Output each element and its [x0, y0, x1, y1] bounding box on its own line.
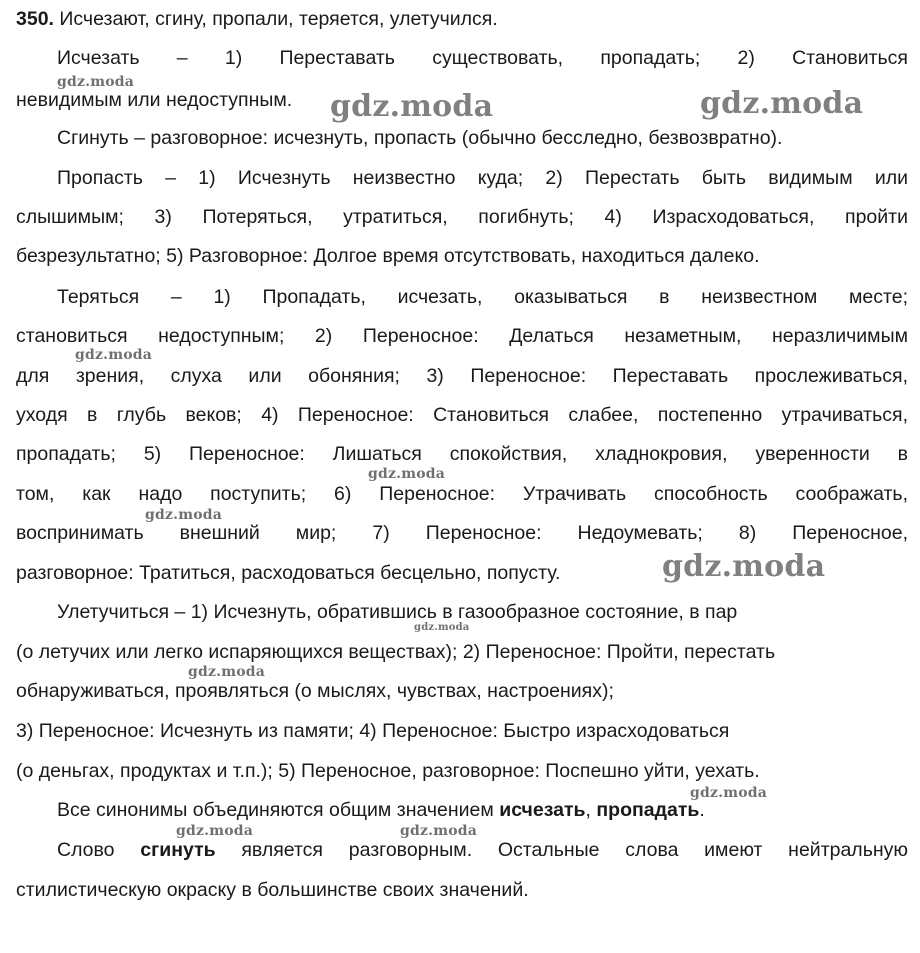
- key-word: пропадать: [596, 799, 700, 821]
- watermark: gdz.moda: [662, 549, 826, 584]
- watermark: gdz.moda: [188, 664, 266, 680]
- summary-line: Все синонимы объединяются общим значением исчезать, пропадать.: [57, 799, 705, 821]
- definition-line: Теряться – 1) Пропадать, исчезать, оказываться в неизвестном месте;: [57, 286, 908, 308]
- definition-line: том, как надо поступить; 6) Переносное: Утрачивать способность соображать,: [16, 483, 908, 505]
- key-word: исчезать: [499, 799, 586, 821]
- exercise-number: 350.: [16, 8, 54, 30]
- summary-line: Слово сгинуть является разговорным. Остальные слова имеют нейтральную: [57, 839, 908, 861]
- watermark: gdz.moda: [330, 89, 494, 124]
- definition-line: Пропасть – 1) Исчезнуть неизвестно куда; 2) Перестать быть видимым или: [57, 167, 908, 189]
- watermark: gdz.moda: [57, 74, 135, 90]
- watermark: gdz.moda: [700, 86, 864, 121]
- watermark: gdz.moda: [75, 347, 153, 363]
- watermark: gdz.moda: [145, 507, 223, 523]
- definition-line: слышимым; 3) Потеряться, утратиться, погибнуть; 4) Израсходоваться, пройти: [16, 206, 908, 228]
- definition-line: обнаруживаться, проявляться (о мыслях, чувствах, настроениях);: [16, 680, 614, 702]
- definition-line: (о летучих или легко испаряющихся веществах); 2) Переносное: Пройти, перестать: [16, 641, 776, 663]
- summary-line: стилистическую окраску в большинстве своих значений.: [16, 879, 529, 901]
- definition-line: невидимым или недоступным.: [16, 89, 293, 111]
- definition-line: становиться недоступным; 2) Переносное: Делаться незаметным, неразличимым: [16, 325, 908, 347]
- definition-line: Улетучиться – 1) Исчезнуть, обратившись в газообразное состояние, в пар: [57, 601, 738, 623]
- exercise-heading: [16, 6, 908, 32]
- watermark: gdz.moda: [368, 466, 446, 482]
- watermark: gdz.moda: [414, 622, 470, 633]
- watermark: gdz.moda: [400, 823, 478, 839]
- definition-line: уходя в глубь веков; 4) Переносное: Становиться слабее, постепенно утрачиваться,: [16, 404, 908, 426]
- definition-line: 3) Переносное: Исчезнуть из памяти; 4) Переносное: Быстро израсходоваться: [16, 720, 730, 742]
- definition-line: разговорное: Тратиться, расходоваться бесцельно, попусту.: [16, 562, 561, 584]
- definition-line: воспринимать внешний мир; 7) Переносное: Недоумевать; 8) Переносное,: [16, 522, 908, 544]
- definition-line: для зрения, слуха или обоняния; 3) Переносное: Переставать прослеживаться,: [16, 365, 908, 387]
- definition-line: Исчезать – 1) Переставать существовать, пропадать; 2) Становиться: [57, 47, 908, 69]
- definition-line: пропадать; 5) Переносное: Лишаться спокойствия, хладнокровия, уверенности в: [16, 443, 908, 465]
- definition-line: (о деньгах, продуктах и т.п.); 5) Переносное, разговорное: Поспешно уйти, уехать.: [16, 760, 760, 782]
- watermark: gdz.moda: [690, 785, 768, 801]
- key-word: сгинуть: [140, 839, 216, 861]
- definition-line: Сгинуть – разговорное: исчезнуть, пропасть (обычно бесследно, безвозвратно).: [57, 127, 783, 149]
- exercise-task: Исчезают, сгину, пропали, теряется, улетучился.: [59, 8, 498, 30]
- watermark: gdz.moda: [176, 823, 254, 839]
- definition-line: безрезультатно; 5) Разговорное: Долгое время отсутствовать, находиться далеко.: [16, 245, 760, 267]
